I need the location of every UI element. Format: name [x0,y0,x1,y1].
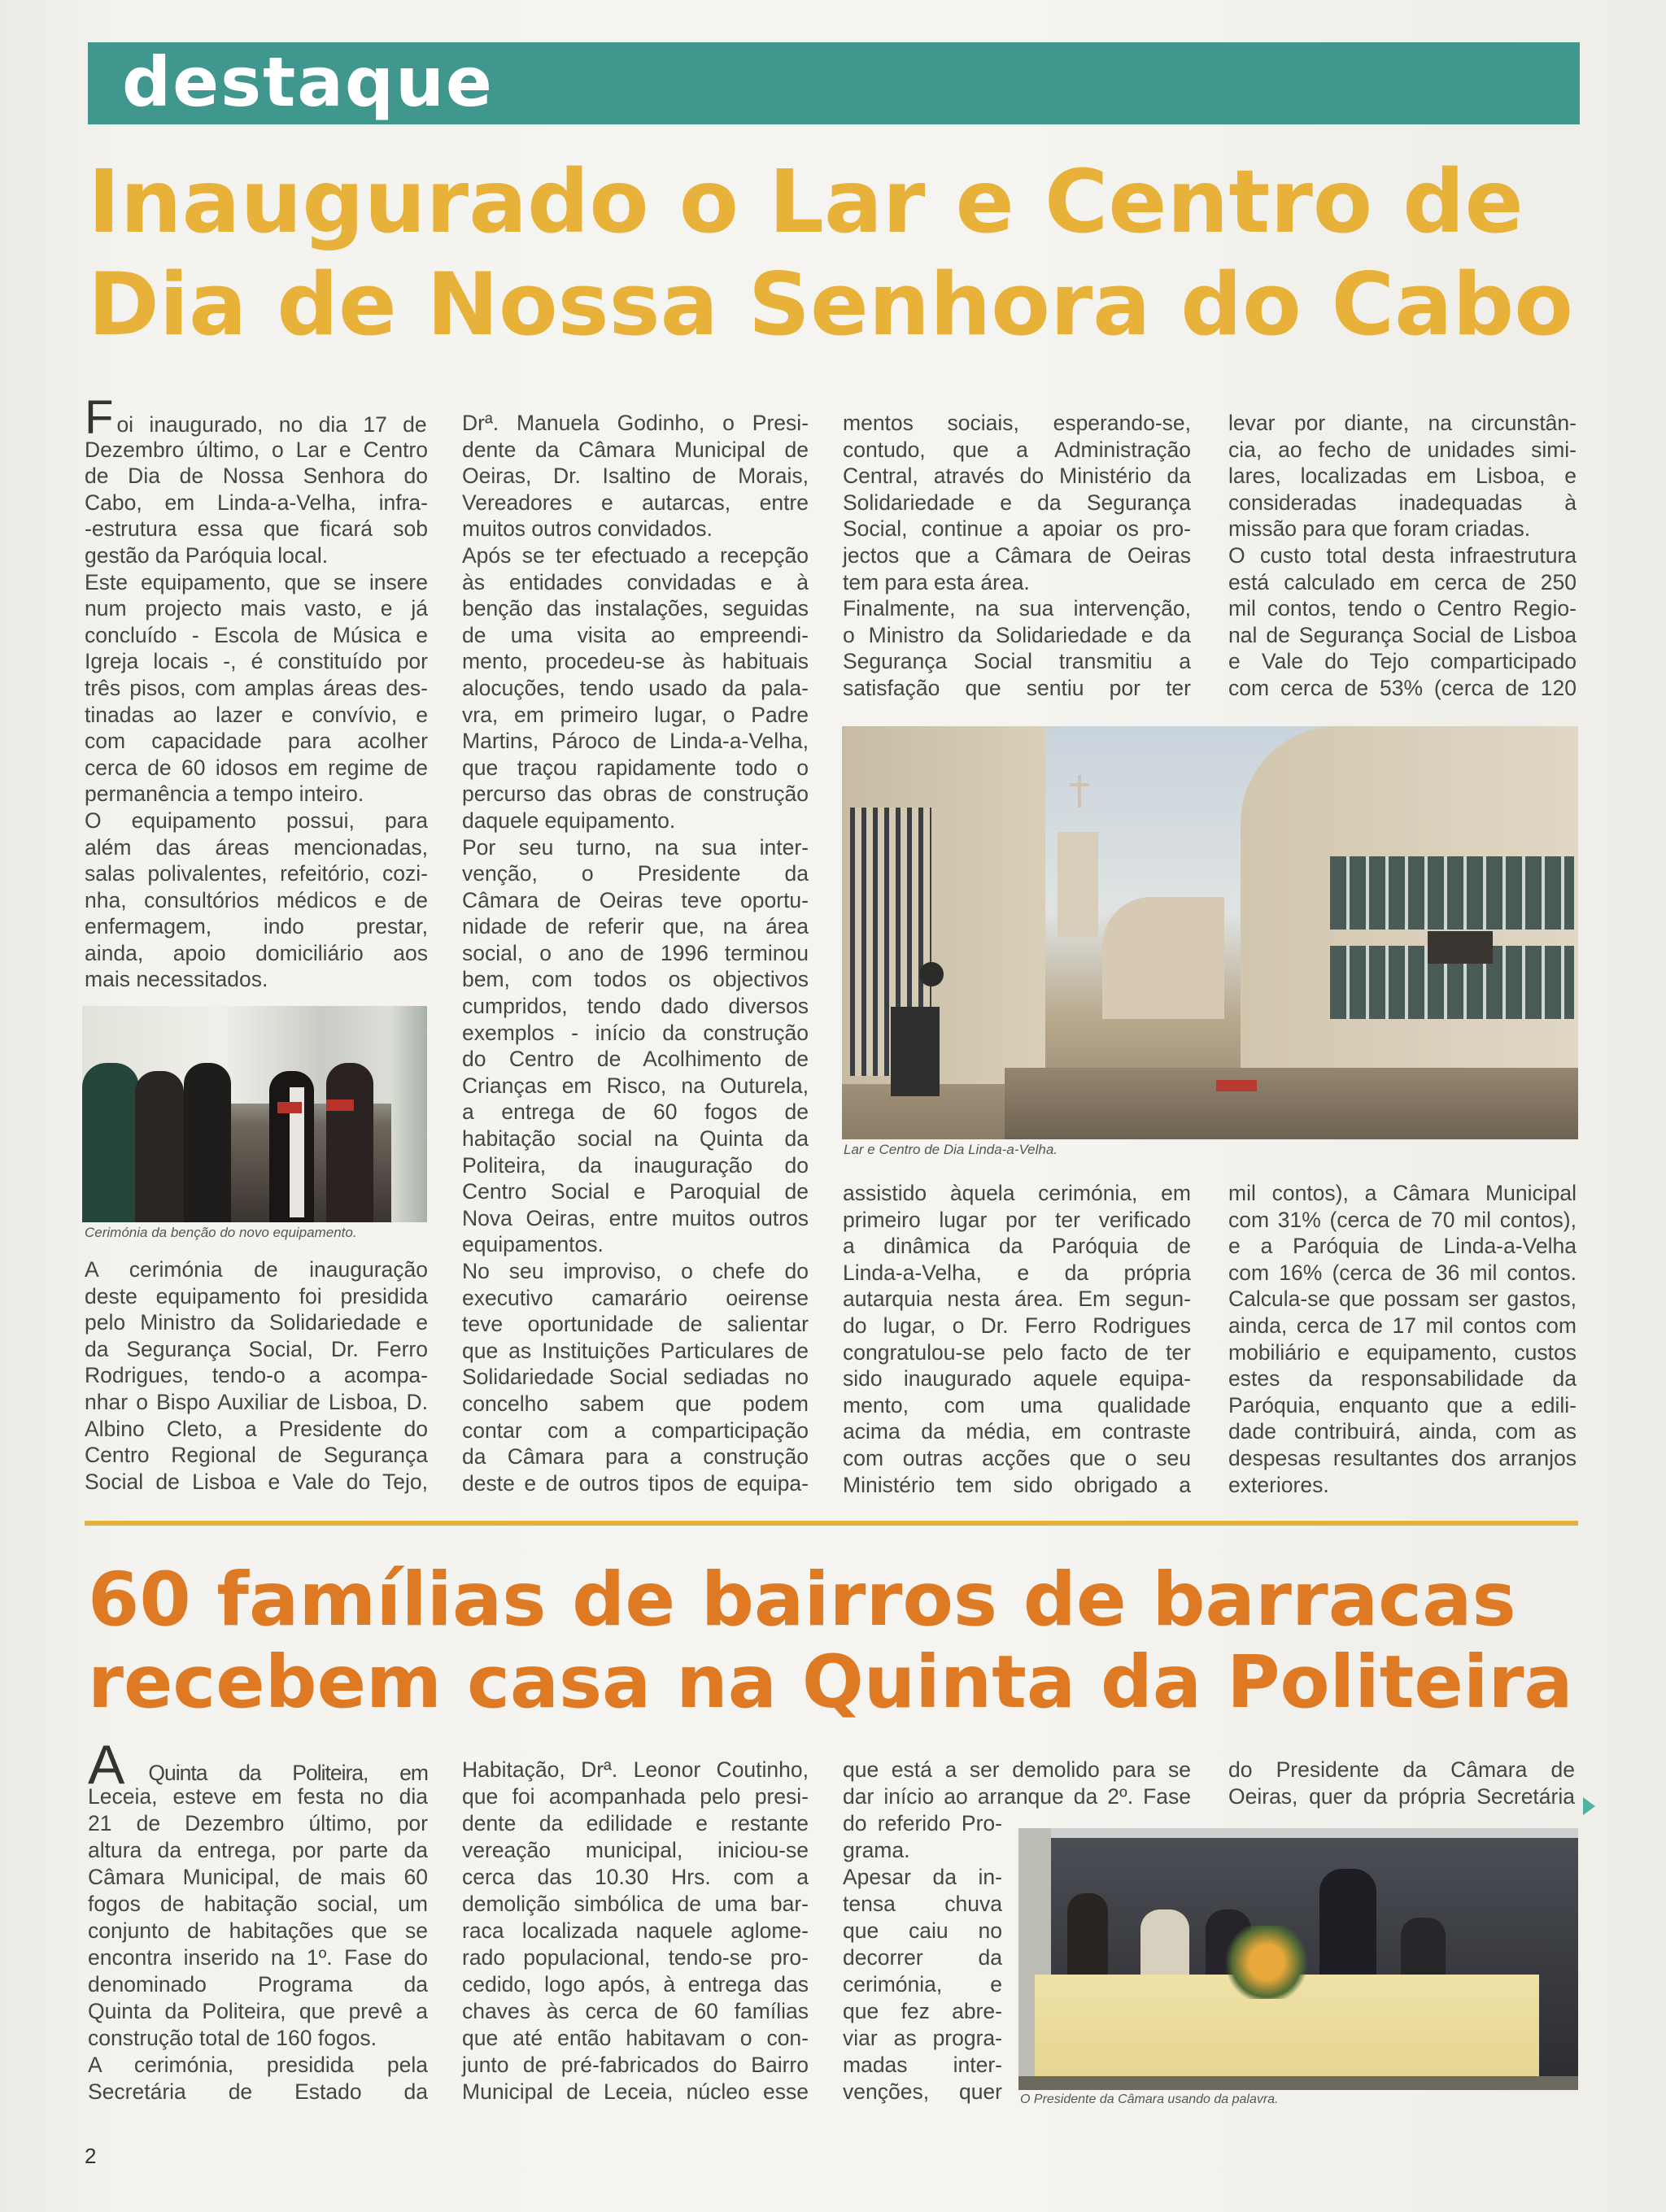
text-line: percurso das obras de construção [462,782,809,807]
text-line: Albino Cleto, a Presidente do [85,1416,428,1441]
text-line: rado populacional, tendo-se pro- [462,1945,809,1970]
text-line: alocuções, tendo usado da pala- [462,675,809,700]
text-line: O custo total desta infraestrutura [1228,542,1577,568]
article1-column2 [462,410,809,1496]
text-line: tinadas ao lazer e convívio, e [85,702,428,727]
text-line: executivo camarário oeirense [462,1285,809,1310]
text-line: Ministério tem sido obrigado a [843,1472,1191,1497]
text-line: gestão da Paróquia local. [85,542,329,568]
article2-column2 [462,1757,809,2105]
text-line: venção, o Presidente da [462,861,809,886]
text-line: a entrega de 60 fogos de [462,1099,809,1125]
text-line: Central, através do Ministério da [843,464,1191,489]
text-line: vereação municipal, iniciou-se [462,1838,809,1862]
text-line [88,1734,428,1796]
text-line: cia, ao fecho de unidades simi- [1228,437,1577,462]
text-line: pelo Ministro da Solidariedade e [85,1310,428,1335]
text-line: junto de pré-fabricados do Bairro [462,2053,809,2077]
text-line: Nova Oeiras, entre muitos outros [462,1205,809,1230]
text-line-content: Quinta da Politeira, em [148,1761,428,1785]
text-line: construção total de 160 fogos. [88,2026,377,2050]
text-line: num projecto mais vasto, e já [85,596,428,621]
page-number: 2 [85,2144,97,2168]
text-line: Finalmente, na sua intervenção, [843,596,1191,621]
text-line: -estrutura essa que ficará sob [85,516,428,542]
text-line: raca localizada naquele aglome- [462,1918,809,1943]
text-line: dente da Câmara Municipal de [462,437,809,462]
text-line: que as Instituições Particulares de [462,1338,809,1363]
text-line: dente da edilidade e restante [462,1811,809,1835]
text-line: social, o ano de 1996 terminou [462,940,809,965]
text-line: despesas resultantes dos arranjos [1228,1445,1577,1470]
text-line: com capacidade para acolher [85,729,428,754]
text-line: enfermagem, indo prestar, [85,914,428,939]
article2-headline-line1: 60 famílias de bairros de barracas [88,1557,1516,1643]
text-line: que foi acompanhada pelo presi- [462,1784,809,1809]
article1-column3-top [843,410,1191,702]
text-line: Oeiras, quer da própria Secretária [1228,1784,1575,1809]
text-line: dar início ao arranque da 2º. Fase [843,1784,1191,1809]
text-line: altura da entrega, por parte da [88,1838,428,1862]
text-line: salas polivalentes, refeitório, cozi- [85,861,428,886]
text-line: Câmara Municipal, de mais 60 [88,1865,428,1889]
text-line: está calculado em cerca de 250 [1228,569,1577,594]
text-line: mentos sociais, esperando-se, [843,411,1191,435]
text-line: do Presidente da Câmara de [1228,1757,1575,1782]
section-divider [85,1521,1578,1526]
text-line: Solidariedade e da Segurança [843,490,1191,515]
text-line: Paróquia, enquanto que a edili- [1228,1392,1577,1417]
text-line: madas inter- [843,2053,1002,2077]
text-line: nidade de referir que, na área [462,914,809,939]
text-line-content: oi inaugurado, no dia 17 de [116,412,427,437]
text-line: Segurança Social transmitiu a [843,649,1191,674]
article1-column4-top [1228,410,1577,702]
text-line: com outras acções que o seu [843,1445,1191,1470]
text-line: dade contribuirá, ainda, com as [1228,1419,1577,1444]
text-line: que até então habitavam o con- [462,2026,809,2050]
text-line: Cabo, em Linda-a-Velha, infra- [85,490,428,515]
text-line: Habitação, Drª. Leonor Coutinho, [462,1757,809,1782]
text-line [85,391,428,444]
text-line: que traçou rapidamente todo o [462,755,809,780]
drop-cap: F [85,391,114,444]
text-line: Câmara de Oeiras teve oportu- [462,887,809,912]
text-line: A cerimónia de inauguração [85,1257,428,1282]
text-line: fogos de habitação social, um [88,1892,428,1916]
text-line: muitos outros convidados. [462,516,713,542]
photo-lar-centro-building [842,726,1578,1139]
text-line: acima da média, em contraste [843,1419,1191,1444]
text-line: tem para esta área. [843,569,1030,594]
text-line: Quinta da Politeira, que prevê a [88,1999,428,2023]
text-line: concluído - Escola de Música e [85,622,428,647]
photo-caption: Lar e Centro de Dia Linda-a-Velha. [844,1142,1058,1157]
text-line: Vereadores e autarcas, entre [462,490,809,515]
text-line: Oeiras, Dr. Isaltino de Morais, [462,464,809,489]
text-line: com 16% (cerca de 36 mil contos. [1228,1260,1577,1285]
text-line: No seu improviso, o chefe do [462,1259,809,1283]
article2-column3-top [843,1757,1191,1810]
text-line: mobiliário e equipamento, custos [1228,1339,1577,1365]
text-line: permanência a tempo inteiro. [85,782,364,807]
text-line: decorrer da [843,1945,1002,1970]
text-line: o Ministro da Solidariedade e da [843,622,1191,647]
text-line: venções, quer [843,2079,1002,2104]
photo-caption: Cerimónia da benção do novo equipamento. [85,1225,357,1240]
section-label: destaque [122,42,494,122]
text-line: que fez abre- [843,1999,1002,2023]
text-line: Crianças em Risco, na Outurela, [462,1073,809,1098]
text-line: cedido, logo após, à entrega das [462,1972,809,1996]
text-line: deste equipamento foi presidida [85,1283,428,1308]
text-line: daquele equipamento. [462,808,676,833]
text-line: grama. [843,1838,910,1862]
text-line: da Segurança Social, Dr. Ferro [85,1336,428,1361]
text-line: jectos que a Câmara de Oeiras [843,542,1191,568]
text-line: cerca das 10.30 Hrs. com a [462,1865,809,1889]
text-line: da Câmara para a construção [462,1444,809,1470]
text-line: deste e de outros tipos de equipa- [462,1470,809,1496]
text-line: exemplos - início da construção [462,1020,809,1045]
text-line: cerimónia, e [843,1972,1002,1996]
text-line: Social de Lisboa e Vale do Tejo, [85,1469,428,1494]
text-line: contar com a comparticipação [462,1417,809,1443]
text-line: consideradas inadequadas à [1228,490,1577,515]
text-line: ainda, apoio domiciliário aos [85,940,428,965]
photo-caption: O Presidente da Câmara usando da palavra. [1020,2092,1279,2106]
text-line: satisfação que sentiu por ter [843,675,1191,700]
text-line: do Centro de Acolhimento de [462,1047,809,1072]
text-line: Dezembro último, o Lar e Centro [85,437,428,462]
text-line: Social, continue a apoiar os pro- [843,516,1191,542]
text-line: Centro Social e Paroquial de [462,1179,809,1204]
article1-headline-line1: Inaugurado o Lar e Centro de [88,152,1524,253]
text-line: cumpridos, tendo dado diversos [462,994,809,1019]
article1-column3-bottom [843,1180,1191,1498]
text-line: estes da responsabilidade da [1228,1366,1577,1391]
text-line: mento, com uma qualidade [843,1392,1191,1417]
text-line: cerca de 60 idosos em regime de [85,755,428,780]
text-line: nhar o Bispo Auxiliar de Lisboa, D. [85,1389,428,1414]
text-line: Igreja locais -, é constituído por [85,649,428,674]
text-line: às entidades convidadas e à [462,569,809,594]
text-line: autarquia nesta área. Em segun- [843,1287,1191,1312]
text-line: concelho sabem que podem [462,1391,809,1416]
photo-blessing-ceremony [82,1006,427,1222]
text-line: com 31% (cerca de 70 mil contos), [1228,1207,1577,1232]
text-line: congratulou-se pelo facto de ter [843,1339,1191,1365]
text-line: missão para que foram criadas. [1228,516,1531,542]
text-line: Linda-a-Velha, e da própria [843,1260,1191,1285]
text-line: primeiro lugar por ter verificado [843,1207,1191,1232]
text-line: A cerimónia, presidida pela [88,2053,428,2077]
text-line: nal de Segurança Social de Lisboa [1228,622,1577,647]
text-line: além das áreas mencionadas, [85,834,428,860]
text-line: equipamentos. [462,1232,604,1257]
article2-headline-line2: recebem casa na Quinta da Politeira [88,1640,1573,1725]
text-line: ainda, cerca de 17 mil contos com [1228,1313,1577,1338]
article2-column1 [88,1734,428,2105]
text-line: 21 de Dezembro último, por [88,1811,428,1835]
text-line: Por seu turno, na sua inter- [462,834,809,860]
article1-headline-line2: Dia de Nossa Senhora do Cabo [88,255,1573,355]
text-line: contudo, que a Administração [843,437,1191,462]
article2-column3-beside-photo [843,1810,1002,2105]
text-line: nha, consultórios médicos e de [85,887,428,912]
text-line: Secretária de Estado da [88,2079,428,2104]
drop-cap: A [88,1734,124,1796]
text-line: Drª. Manuela Godinho, o Presi- [462,411,809,435]
text-line: Politeira, da inauguração do [462,1152,809,1178]
text-line: assistido àquela cerimónia, em [843,1181,1191,1205]
text-line: O equipamento possui, para [85,808,428,833]
text-line: Leceia, esteve em festa no dia [88,1784,428,1809]
photo-presidente-speaking [1018,1828,1578,2090]
text-line: Este equipamento, que se insere [85,569,428,594]
text-line: com cerca de 53% (cerca de 120 [1228,675,1577,700]
article2-column4 [1228,1757,1575,1810]
text-line: Após se ter efectuado a recepção [462,542,809,568]
continue-arrow-icon [1583,1797,1595,1815]
text-line: encontra inserido na 1º. Fase do [88,1945,428,1970]
text-line: Centro Regional de Segurança [85,1443,428,1468]
text-line: viar as progra- [843,2026,1002,2050]
text-line: Apesar da in- [843,1865,1002,1889]
text-line: mil contos, tendo o Centro Regio- [1228,596,1577,621]
text-line: mais necessitados. [85,967,268,992]
text-line: de uma visita ao empreendi- [462,622,809,647]
text-line: que caiu no [843,1918,1002,1943]
text-line: levar por diante, na circunstân- [1228,411,1577,435]
text-line: que está a ser demolido para se [843,1757,1191,1782]
text-line: tensa chuva [843,1892,1002,1916]
text-line: mil contos), a Câmara Municipal [1228,1181,1577,1205]
text-line: chaves às cerca de 60 famílias [462,1999,809,2023]
text-line: bem, com todos os objectivos [462,967,809,992]
text-line: Solidariedade Social sediadas no [462,1365,809,1390]
text-line: conjunto de habitações que se [88,1918,428,1943]
text-line: do lugar, o Dr. Ferro Rodrigues [843,1313,1191,1338]
article1-column4-bottom [1228,1180,1577,1498]
text-line: de Dia de Nossa Senhora do [85,464,428,489]
text-line: Calcula-se que possam ser gastos, [1228,1287,1577,1312]
text-line: Martins, Pároco de Linda-a-Velha, [462,729,809,754]
text-line: exteriores. [1228,1472,1329,1497]
article1-column1-top [85,391,428,993]
text-line: Municipal de Leceia, núcleo esse [462,2079,809,2104]
article1-column1-bottom [85,1256,428,1495]
text-line: demolição simbólica de uma bar- [462,1892,809,1916]
text-line: três pisos, com amplas áreas des- [85,675,428,700]
text-line: Rodrigues, tendo-o a acompa- [85,1363,428,1388]
text-line: e a Paróquia de Linda-a-Velha [1228,1234,1577,1259]
text-line: a dinâmica da Paróquia de [843,1234,1191,1259]
text-line: mento, procedeu-se às habituais [462,649,809,674]
text-line: benção das instalações, seguidas [462,596,809,621]
text-line: lares, localizadas em Lisboa, e [1228,464,1577,489]
text-line: habitação social na Quinta da [462,1126,809,1152]
text-line: do referido Pro- [843,1811,1002,1835]
text-line: denominado Programa da [88,1972,428,1996]
text-line: sido inaugurado aquele equipa- [843,1366,1191,1391]
text-line: vra, em primeiro lugar, o Padre [462,702,809,727]
text-line: e Vale do Tejo comparticipado [1228,649,1577,674]
text-line: teve oportunidade de salientar [462,1312,809,1337]
